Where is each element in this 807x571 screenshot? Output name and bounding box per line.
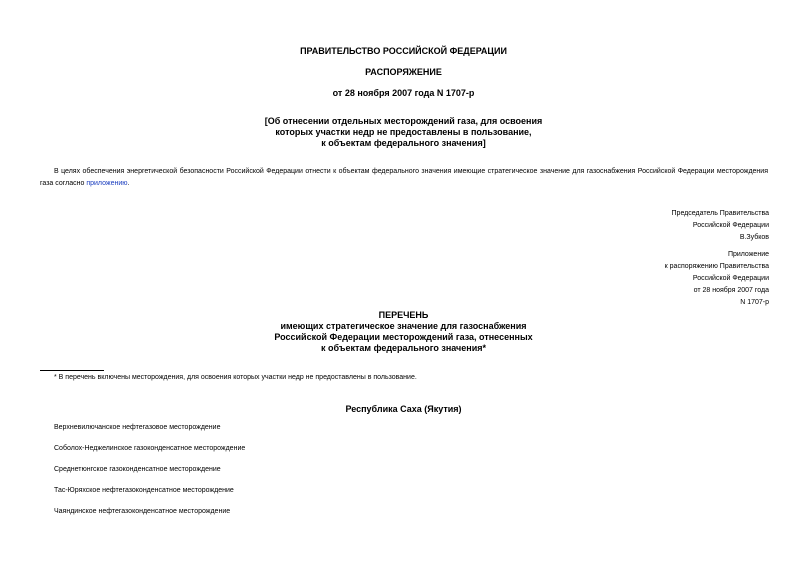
list-item: Среднетюнгское газоконденсатное месторождение (54, 466, 221, 473)
list-item: Тас-Юряхское нефтегазоконденсатное месторождение (54, 487, 234, 494)
region-title: Республика Саха (Якутия) (345, 404, 462, 414)
list-title-line: имеющих стратегическое значение для газоснабжения (280, 321, 527, 331)
appendix-link[interactable]: приложению (86, 180, 128, 187)
signature-block (672, 208, 769, 244)
document-type: РАСПОРЯЖЕНИЕ (365, 67, 442, 77)
appendix-ref-line: Российской Федерации (692, 275, 769, 282)
appendix-ref-line: от 28 ноября 2007 года (693, 287, 769, 294)
list-title (0, 310, 807, 354)
appendix-ref-line: к распоряжению Правительства (664, 263, 769, 270)
appendix-ref-line: Приложение (727, 251, 769, 258)
signature-position: Российской Федерации (692, 222, 769, 229)
appendix-reference (665, 249, 769, 309)
list-title-line: ПЕРЕЧЕНЬ (378, 310, 429, 320)
footnote-divider (40, 370, 104, 371)
list-title-line: Российской Федерации месторождений газа, отнесенных (274, 332, 533, 342)
signature-name: В.Зубков (739, 234, 769, 241)
list-title-line: к объектам федерального значения* (320, 343, 487, 353)
list-item: Чаяндинское нефтегазоконденсатное месторождение (54, 508, 231, 515)
subject-line: [Об отнесении отдельных месторождений газа, для освоения (264, 116, 543, 126)
subject-line: к объектам федерального значения] (321, 138, 486, 148)
document-date-number: от 28 ноября 2007 года N 1707-р (332, 88, 475, 98)
list-item: Соболох-Неджелинское газоконденсатное месторождение (54, 445, 246, 452)
paragraph-text: В целях обеспечения энергетической безопасности Российской Федерации отнести к объектам федерального значения имеющие стратегическое значение для газоснабжения Российской Федерации месторождения газа согласно (40, 168, 768, 187)
decree-paragraph (40, 166, 768, 190)
list-item: Верхневилючанское нефтегазовое месторождение (54, 424, 221, 431)
document-subject (0, 116, 807, 149)
footnote: * В перечень включены месторождения, для освоения которых участки недр не предоставлены в пользование. (54, 374, 417, 381)
government-heading: ПРАВИТЕЛЬСТВО РОССИЙСКОЙ ФЕДЕРАЦИИ (300, 46, 507, 56)
signature-position: Председатель Правительства (671, 210, 769, 217)
paragraph-end: . (127, 180, 130, 187)
appendix-ref-line: N 1707-р (740, 299, 769, 306)
subject-line: которых участки недр не предоставлены в пользование, (275, 127, 532, 137)
